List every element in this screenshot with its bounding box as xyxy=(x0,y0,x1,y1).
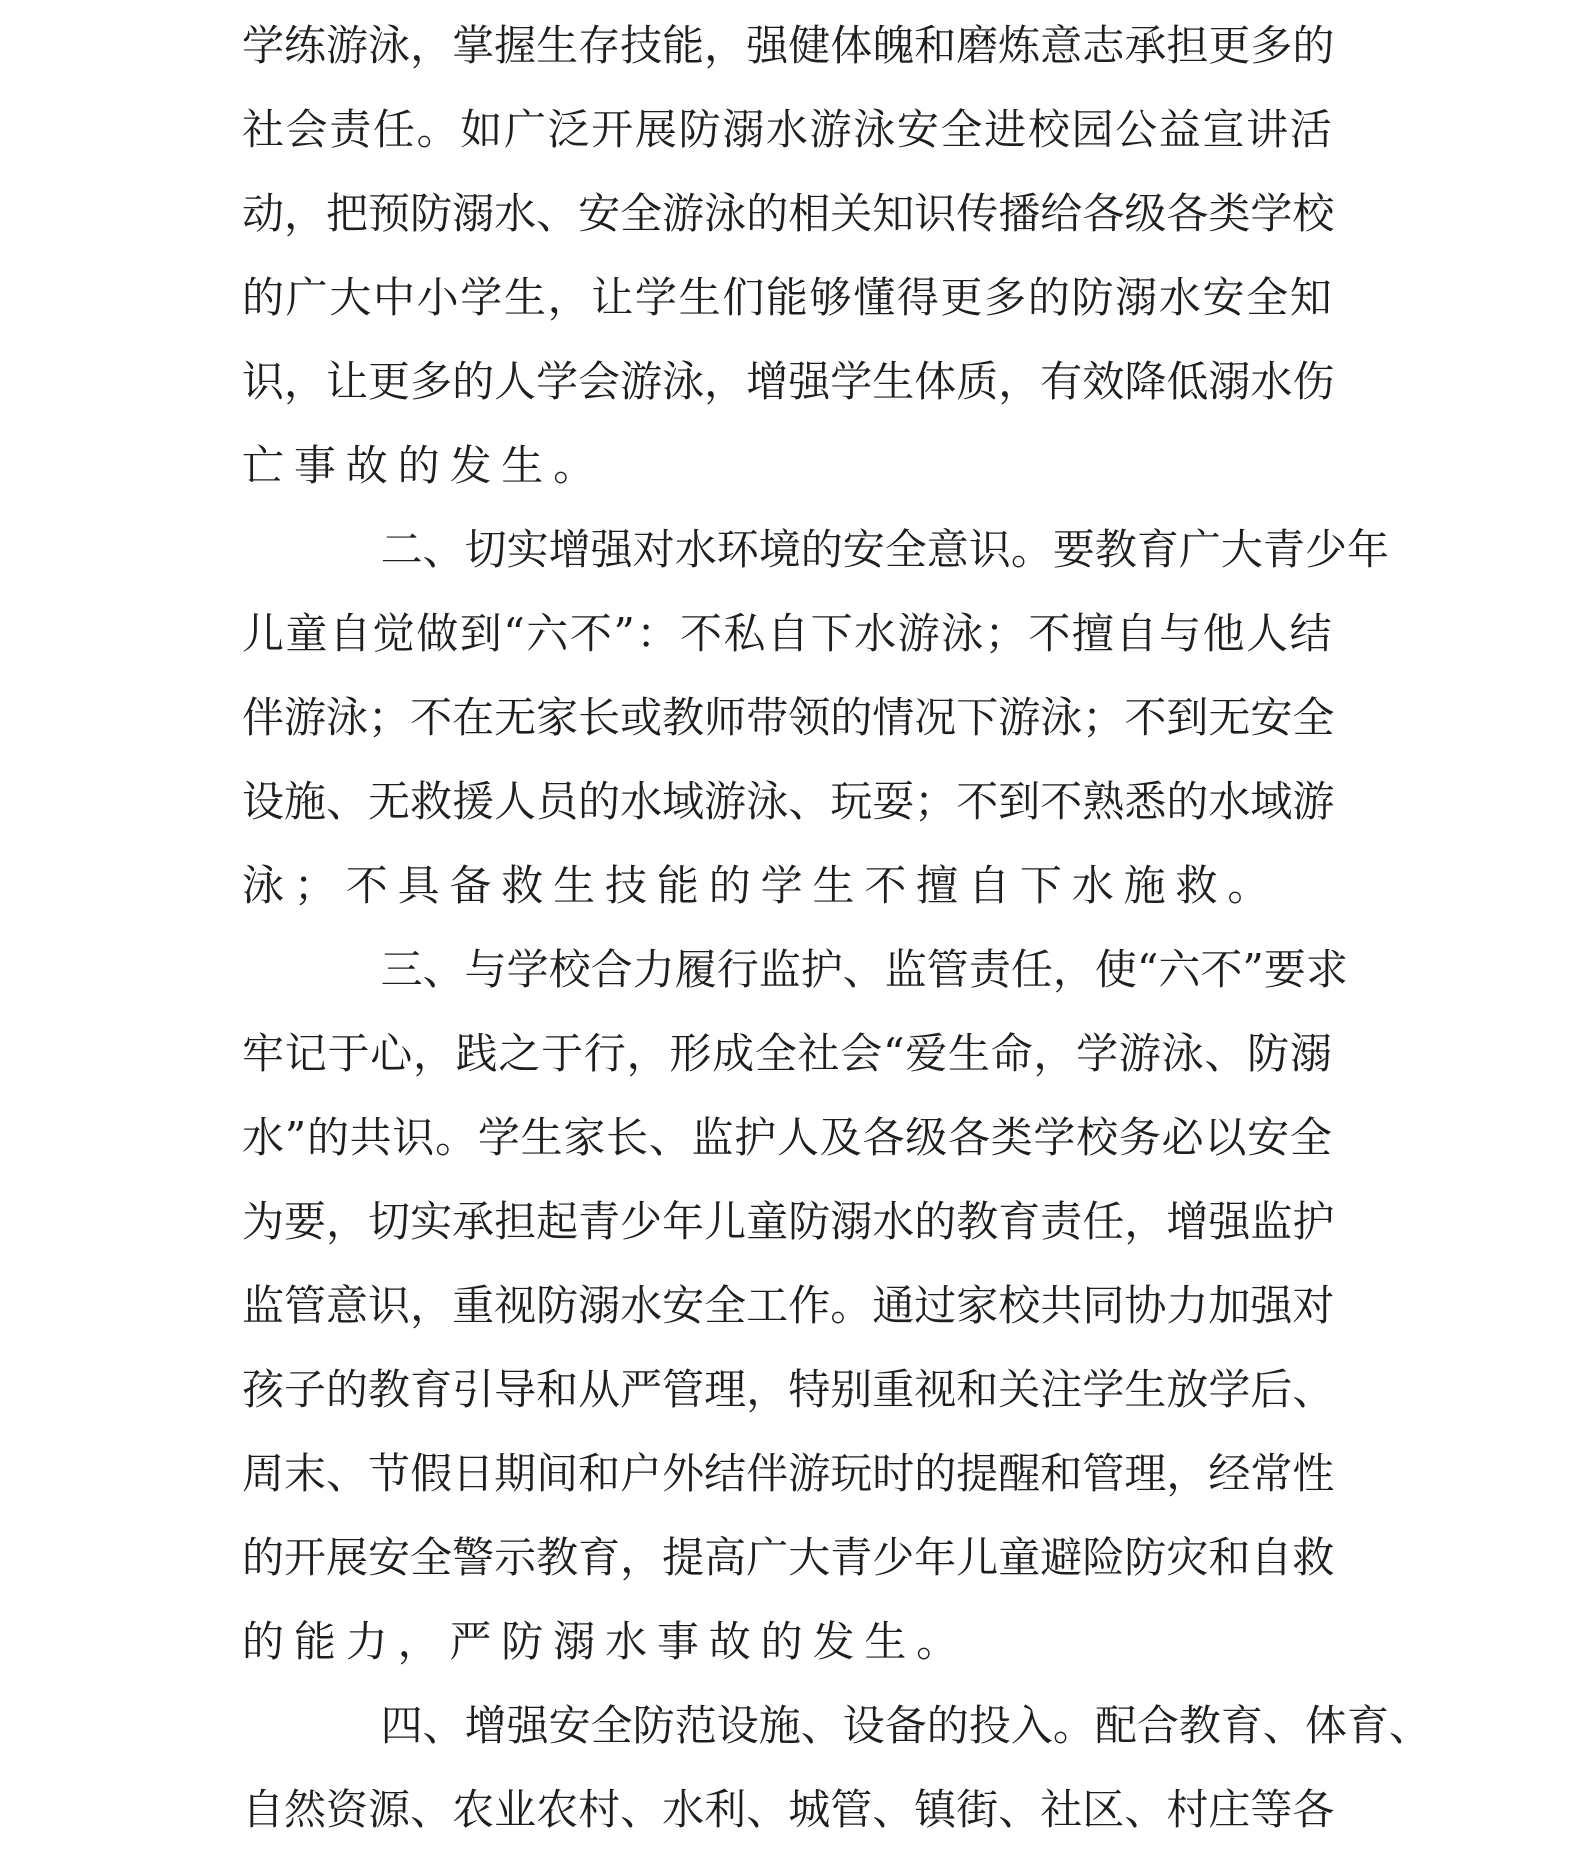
text-line: 学 练 游 泳 ， 掌 握 生 存 技 能 ， 强 健 体 魄 和 磨 炼 意 志 承 担 更 多 的 xyxy=(242,21,1335,70)
text-line: 三 、 与 学 校 合 力 履 行 监 护 、 监 管 责 任 ， 使 “ 六 不 ” 要 求 xyxy=(380,945,1348,994)
text-line: 水 ” 的 共 识 。 学 生 家 长 、 监 护 人 及 各 级 各 类 学 校 务 必 以 安 全 xyxy=(242,1113,1332,1162)
text-line: 社 会 责 任 。 如 广 泛 开 展 防 溺 水 游 泳 安 全 进 校 园 公 益 宣 讲 活 xyxy=(242,105,1332,154)
text-line: 牢 记 于 心 ， 践 之 于 行 ， 形 成 全 社 会 “ 爱 生 命 ， 学 游 泳 、 防 溺 xyxy=(242,1029,1332,1078)
text-line: 周 末 、 节 假 日 期 间 和 户 外 结 伴 游 玩 时 的 提 醒 和 管 理 ， 经 常 性 xyxy=(242,1449,1335,1498)
text-line: 识 ， 让 更 多 的 人 学 会 游 泳 ， 增 强 学 生 体 质 ， 有 效 降 低 溺 水 伤 xyxy=(242,357,1335,406)
text-line: 泳 ； 不 具 备 救 生 技 能 的 学 生 不 擅 自 下 水 施 救 。 xyxy=(242,861,1270,910)
document-body xyxy=(242,4,1431,1852)
text-line: 伴 游 泳 ； 不 在 无 家 长 或 教 师 带 领 的 情 况 下 游 泳 ； 不 到 无 安 全 xyxy=(242,693,1335,742)
text-line: 二 、 切 实 增 强 对 水 环 境 的 安 全 意 识 。 要 教 育 广 大 青 少 年 xyxy=(380,525,1389,574)
text-line: 动 ， 把 预 防 溺 水 、 安 全 游 泳 的 相 关 知 识 传 播 给 各 级 各 类 学 校 xyxy=(242,189,1335,238)
text-line: 孩 子 的 教 育 引 导 和 从 严 管 理 ， 特 别 重 视 和 关 注 学 生 放 学 后 、 xyxy=(242,1365,1335,1414)
text-line: 亡 事 故 的 发 生 。 xyxy=(242,441,596,490)
text-line: 自 然 资 源 、 农 业 农 村 、 水 利 、 城 管 、 镇 街 、 社 区 、 村 庄 等 各 xyxy=(242,1785,1335,1834)
text-line: 设 施 、 无 救 援 人 员 的 水 域 游 泳 、 玩 耍 ； 不 到 不 熟 悉 的 水 域 游 xyxy=(242,777,1335,826)
text-line: 儿 童 自 觉 做 到 “ 六 不 ” ： 不 私 自 下 水 游 泳 ； 不 擅 自 与 他 人 结 xyxy=(242,609,1332,658)
text-line: 的 广 大 中 小 学 生 ， 让 学 生 们 能 够 懂 得 更 多 的 防 溺 水 安 全 知 xyxy=(242,273,1332,322)
text-line: 的 能 力 ， 严 防 溺 水 事 故 的 发 生 。 xyxy=(242,1617,959,1666)
text-line: 为 要 ， 切 实 承 担 起 青 少 年 儿 童 防 溺 水 的 教 育 责 任 ， 增 强 监 护 xyxy=(242,1197,1335,1246)
text-line: 监 管 意 识 ， 重 视 防 溺 水 安 全 工 作 。 通 过 家 校 共 同 协 力 加 强 对 xyxy=(242,1281,1335,1330)
text-line: 四 、 增 强 安 全 防 范 设 施 、 设 备 的 投 入 。 配 合 教 育 、 体 育 、 xyxy=(380,1701,1431,1750)
text-line: 的 开 展 安 全 警 示 教 育 ， 提 高 广 大 青 少 年 儿 童 避 险 防 灾 和 自 救 xyxy=(242,1533,1335,1582)
